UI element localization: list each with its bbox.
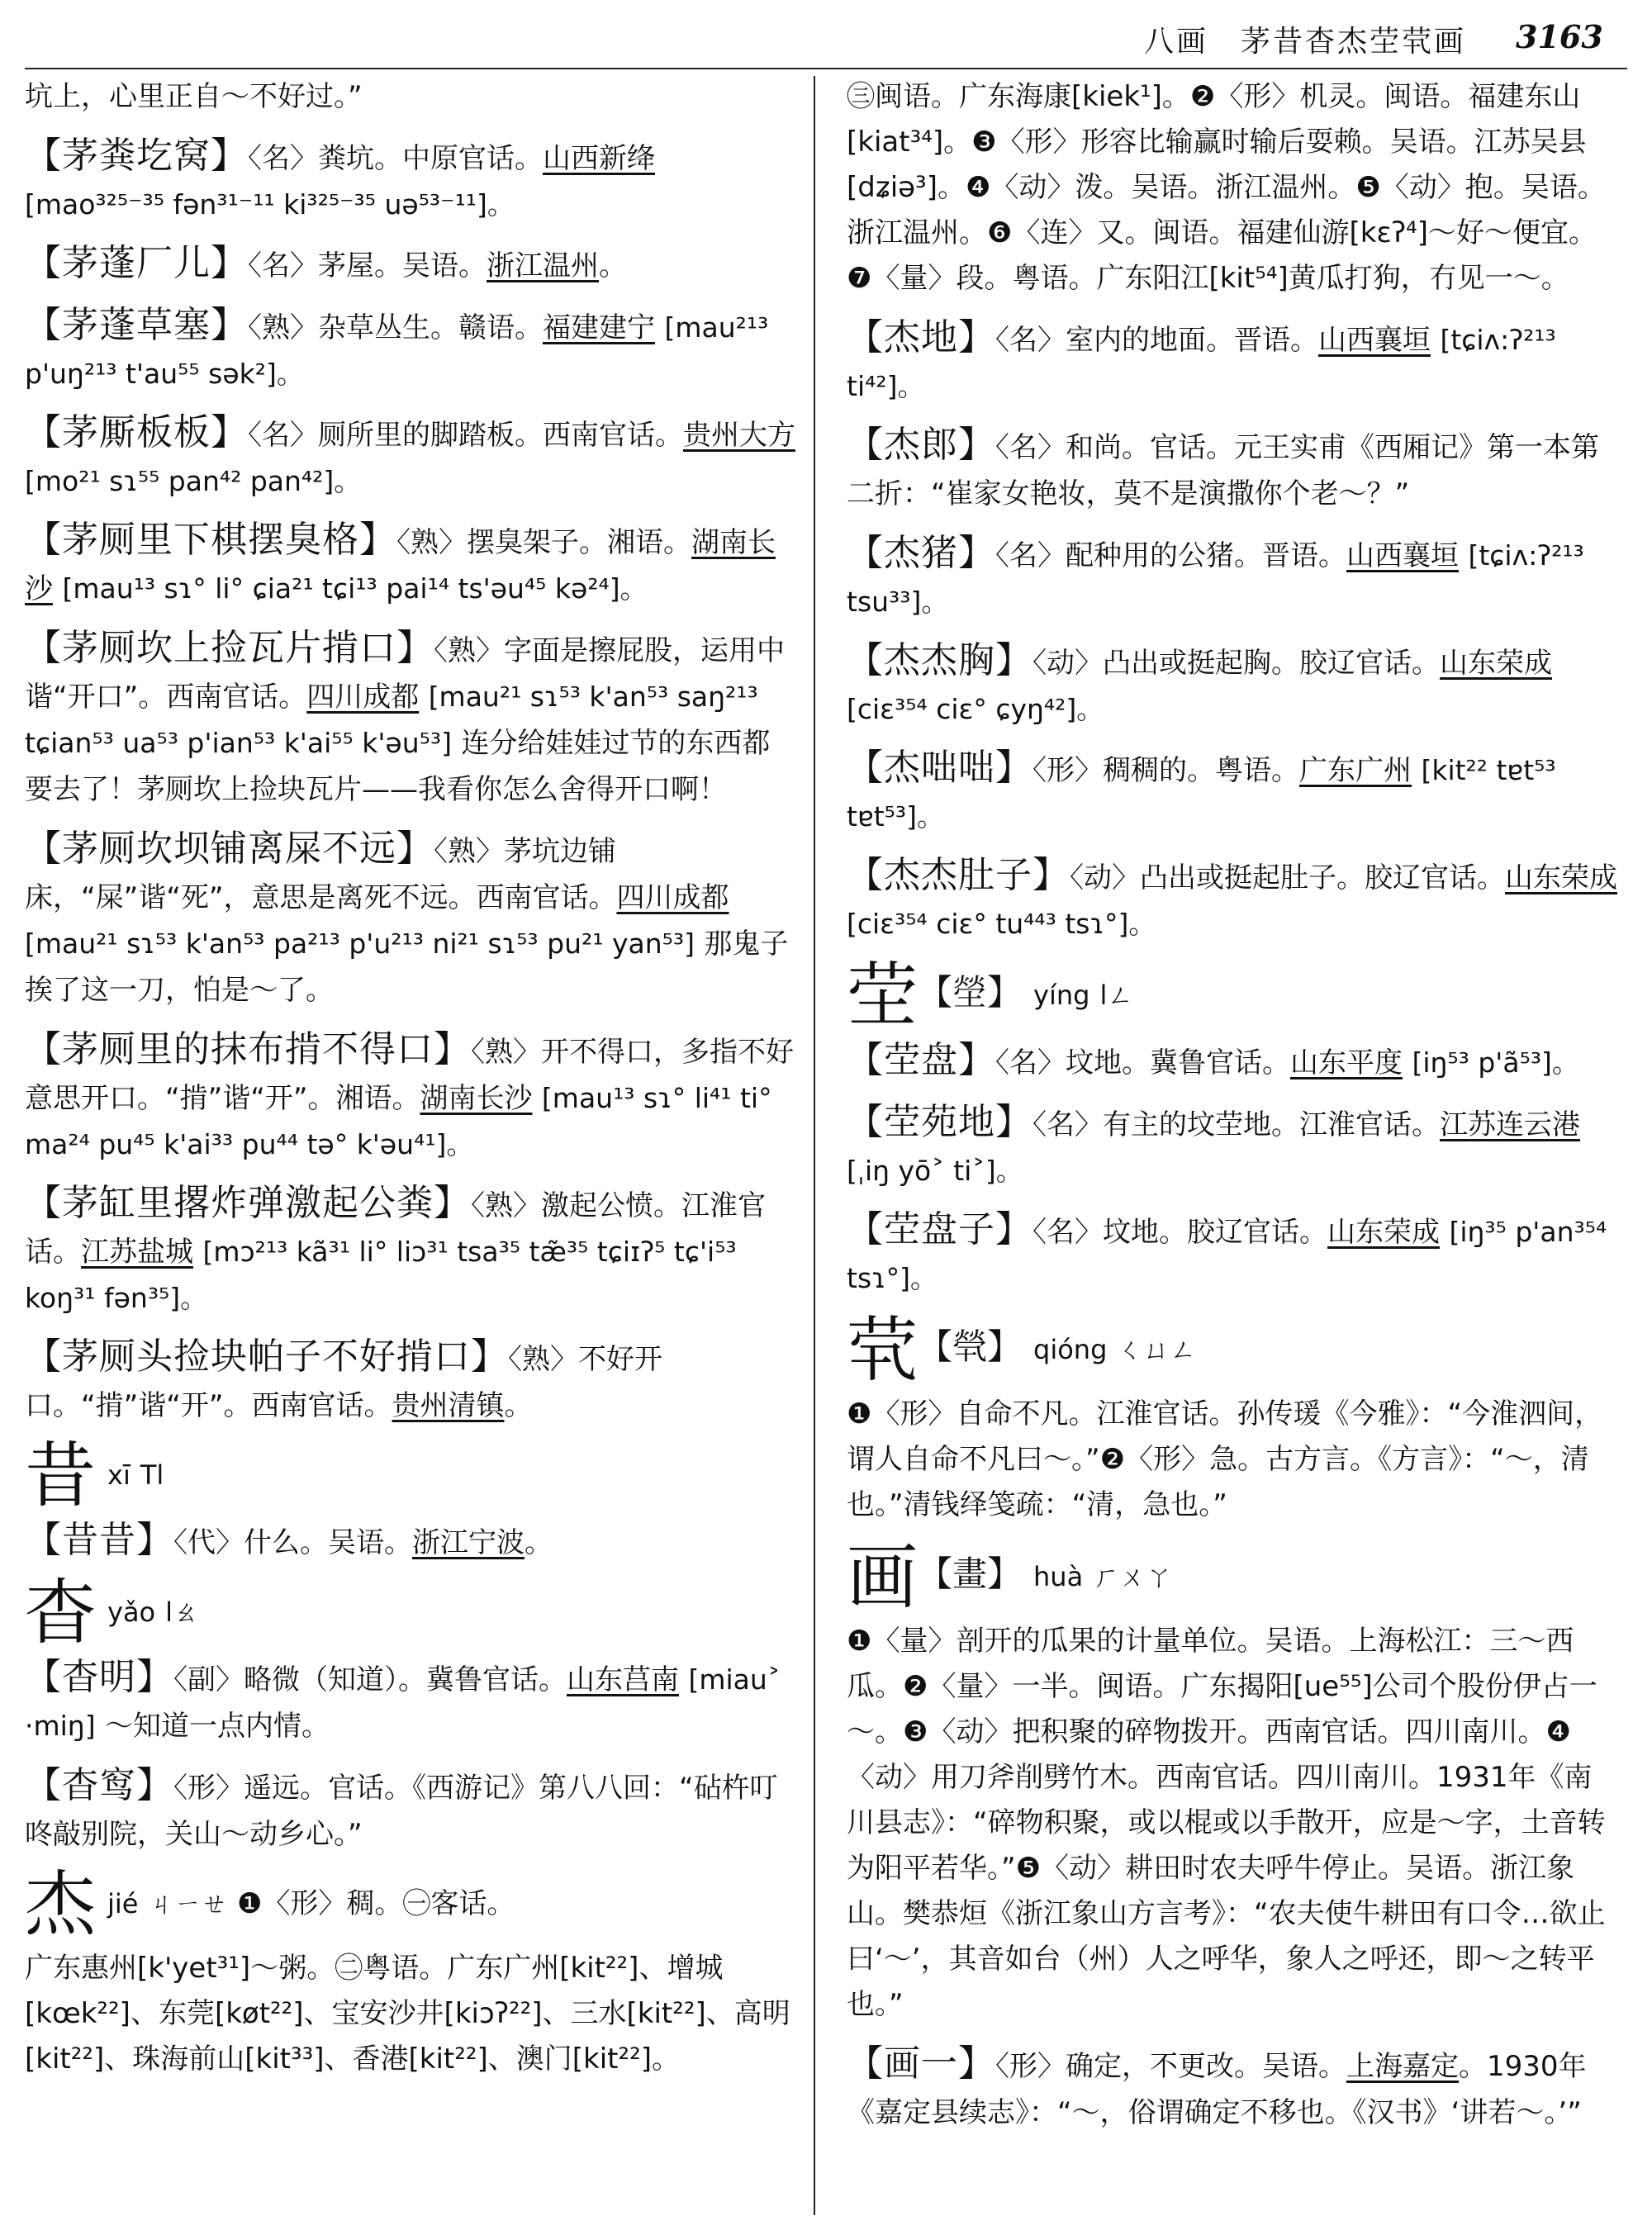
entry-headword: 【茅缸里撂炸弹激起公粪】 <box>25 1182 471 1224</box>
section-title: 八画 茅昔杳杰茔茕画 <box>1144 25 1467 59</box>
entry-headword: 【茅厕里下棋摆臭格】 <box>25 519 396 561</box>
head-pinyin: yíng <box>1033 980 1090 1011</box>
entry-definition: 〈动〉凸出或挺起胸。胶辽官话。 <box>1032 647 1440 680</box>
character-heading <box>847 955 1619 1037</box>
head-zhuyin: Tl <box>140 1459 164 1491</box>
entry-headword: 【杰郎】 <box>847 424 995 466</box>
character-heading <box>847 1309 1619 1392</box>
dictionary-entry <box>847 638 1619 732</box>
entry-headword: 【茔盘子】 <box>847 1208 1032 1250</box>
entry-headword: 【杰咄咄】 <box>847 747 1032 789</box>
dictionary-entry <box>847 2041 1619 2136</box>
place-name: 江苏连云港 <box>1440 1108 1580 1141</box>
entry-headword: 【茅厕头捡块帕子不好掯口】 <box>25 1336 508 1378</box>
head-zhuyin: ㄐㄧㄝ <box>148 1888 228 1919</box>
entry-pronunciation: [iŋ³⁵ p'an³⁵⁴ tsɿ°]。 <box>847 1216 1607 1294</box>
head-character: 茔 <box>847 955 918 1037</box>
place-name: 贵州大方 <box>683 419 795 452</box>
continued-text: 坑上，心里正自～不好过。” <box>25 80 363 113</box>
head-pinyin: xī <box>107 1459 131 1491</box>
dictionary-entry <box>25 302 797 396</box>
entry-definition: 〈名〉和尚。官话。元王实甫《西厢记》第一本第二折：“崔家女艳妆，莫不是演撒你个老～？” <box>847 431 1599 510</box>
dictionary-entry <box>847 1037 1619 1086</box>
entry-definition: 〈熟〉激起公愤。江淮官话。 <box>25 1189 766 1269</box>
entry-example: 那鬼子挨了这一刀，怕是～了。 <box>25 928 789 1007</box>
entry-headword: 【茅蓬草塞】 <box>25 304 248 346</box>
head-character: 画 <box>847 1536 918 1619</box>
continued-text: ㊂闽语。广东海康[kiek¹]。❷〈形〉机灵。闽语。福建东山[kiat³⁴]。❸〈形〉形容比输赢时输后耍赖。吴语。江苏吴县[dʑiə³]。❹〈动〉泼。吴语。浙江温州。❺〈动〉抱。吴语。浙江温州。❻〈连〉又。闽语。福建仙游[kɛʔ⁴]～好～便宜。❼〈量〉段。粤语。广东阳江[kit⁵⁴]黄瓜打狗，冇见一～。 <box>847 80 1606 295</box>
left-column <box>25 74 797 2222</box>
dictionary-entry <box>847 530 1619 624</box>
entry-pronunciation: [ˌiŋ yō˃ ti˃]。 <box>847 1155 1023 1187</box>
entry-pronunciation: [mau²¹ sɿ⁵³ k'an⁵³ saŋ²¹³ tɕian⁵³ ua⁵³ p'ian⁵³ k'ai⁵⁵ k'əu⁵³] <box>25 681 758 759</box>
entry-pronunciation: [tɕiʌ:ʔ²¹³ tsu³³]。 <box>847 539 1584 618</box>
dictionary-entry <box>25 826 797 1013</box>
dictionary-entry <box>25 133 797 227</box>
dictionary-entry <box>25 410 797 504</box>
entry-definition: 〈熟〉杂草丛生。赣语。 <box>248 311 543 344</box>
head-character: 昔 <box>25 1435 96 1517</box>
entry-headword: 【杰杰肚子】 <box>847 854 1070 896</box>
entry-pronunciation: [miau˃ ·miŋ] <box>25 1663 781 1742</box>
entry-headword: 【杳窎】 <box>25 1764 173 1806</box>
entry-pronunciation: [mau²¹³ p'uŋ²¹³ t'au⁵⁵ sək²]。 <box>25 311 769 390</box>
dictionary-entry <box>25 625 797 813</box>
entry-pronunciation: [mau¹³ sɿ° li⁴¹ ti° ma²⁴ pu⁴⁵ k'ai³³ pu⁴⁴ tə° k'əu⁴¹]。 <box>25 1082 772 1160</box>
traditional-form: 【塋】 <box>918 972 1023 1013</box>
entry-end: 。 <box>504 1389 533 1422</box>
place-name: 四川成都 <box>616 881 729 914</box>
column-divider <box>814 76 815 2215</box>
entry-headword: 【茅蓬厂儿】 <box>25 242 248 284</box>
place-name: 湖南长沙 <box>25 526 776 605</box>
character-definition: ❶〈形〉稠。㊀客话。 <box>236 1887 515 1920</box>
dictionary-entry <box>847 315 1619 409</box>
character-definition-cont: 广东惠州[k'yet³¹]～粥。㊁粤语。广东广州[kit²²]、增城[kœk²²]、东莞[køt²²]、宝安沙井[kiɔʔ²²]、三水[kit²²]、高明[kit²²]、珠海前山[kit³³]、香港[kit²²]、澳门[kit²²]。 <box>25 1952 790 2076</box>
place-name: 福建建宁 <box>543 311 655 344</box>
traditional-form: 【畫】 <box>918 1554 1023 1594</box>
entry-pronunciation: [mɔ²¹³ kã³¹ li° liɔ³¹ tsa³⁵ tæ̃³⁵ tɕiɪʔ⁵ tɕ'i⁵³ koŋ³¹ fən³⁵]。 <box>25 1236 737 1314</box>
entry-definition: 〈名〉茅屋。吴语。 <box>248 249 487 282</box>
head-zhuyin: lㄥ <box>1099 980 1134 1011</box>
entry-example: 连分给娃娃过节的东西都要去了！茅厕坎上捡块瓦片——我看你怎么舍得开口啊！ <box>25 727 771 806</box>
entry-headword: 【茅厕坎上捡瓦片掯口】 <box>25 627 434 669</box>
place-name: 贵州清镇 <box>392 1389 505 1422</box>
entry-definition: 〈名〉粪坑。中原官话。 <box>248 142 543 175</box>
dictionary-entry <box>25 1517 797 1566</box>
entry-definition: 〈名〉坟地。胶辽官话。 <box>1032 1216 1327 1249</box>
dictionary-entry <box>25 1334 797 1429</box>
entry-headword: 【茔盘】 <box>847 1039 995 1081</box>
entry-headword: 【画一】 <box>847 2043 995 2085</box>
dictionary-entry <box>25 1180 797 1321</box>
entry-example: ～知道一点内情。 <box>105 1710 330 1743</box>
traditional-form: 【煢】 <box>918 1326 1023 1367</box>
entry-definition: 〈形〉遥远。官话。《西游记》第八八回：“砧杵叮咚敲别院，关山～动乡心。” <box>25 1772 778 1851</box>
place-name: 山东荣成 <box>1505 861 1617 894</box>
entry-definition: 〈熟〉字面是擦屁股，运用中谐“开口”。西南官话。 <box>25 634 785 714</box>
place-name: 山西襄垣 <box>1318 324 1431 357</box>
entry-definition: 〈名〉厕所里的脚踏板。西南官话。 <box>248 419 683 452</box>
entry-pronunciation: [ciɛ³⁵⁴ ciɛ° ɕyŋ⁴²]。 <box>847 693 1104 725</box>
dictionary-entry <box>847 1207 1619 1301</box>
entry-pronunciation: [ciɛ³⁵⁴ ciɛ° tu⁴⁴³ tsɿ°]。 <box>847 908 1156 940</box>
header-divider <box>25 68 1627 69</box>
entry-pronunciation: [kit²² tɐt⁵³ tɐt⁵³]。 <box>847 754 1556 833</box>
entry-definition: 〈名〉有主的坟茔地。江淮官话。 <box>1032 1108 1440 1141</box>
right-column <box>847 74 1619 2222</box>
head-zhuyin: ㄑㄩㄥ <box>1117 1334 1197 1365</box>
place-name: 山东平度 <box>1290 1046 1403 1079</box>
entry-definition: 〈形〉确定，不更改。吴语。 <box>995 2050 1346 2083</box>
place-name: 山东荣成 <box>1327 1216 1440 1249</box>
entry-headword: 【茅厮板板】 <box>25 411 248 453</box>
entry-pronunciation: [tɕiʌ:ʔ²¹³ ti⁴²]。 <box>847 324 1556 402</box>
character-heading <box>25 1572 797 1654</box>
entry-pronunciation: [mau¹³ sɿ° li° ɕia²¹ tɕi¹³ pai¹⁴ ts'əu⁴⁵ kə²⁴]。 <box>62 572 648 605</box>
entry-headword: 【杰猪】 <box>847 532 995 574</box>
entry-example: 。1930年《嘉定县续志》：“～，俗谓确定不移也。《汉书》‘讲若～。’” <box>847 2050 1587 2129</box>
entry-pronunciation: [mo²¹ sɿ⁵⁵ pan⁴² pan⁴²]。 <box>25 465 362 497</box>
head-pinyin: huà <box>1033 1561 1084 1592</box>
place-name: 江苏盐城 <box>81 1236 193 1269</box>
dictionary-entry <box>25 517 797 612</box>
dictionary-entry <box>25 1027 797 1167</box>
dictionary-entry <box>847 852 1619 947</box>
dictionary-entry <box>847 1099 1619 1193</box>
head-character: 杰 <box>25 1863 96 1946</box>
head-pinyin: qióng <box>1033 1334 1108 1365</box>
character-heading <box>847 1536 1619 1619</box>
dictionary-entry <box>25 240 797 289</box>
entry-pronunciation: [iŋ⁵³ p'ã⁵³]。 <box>1412 1046 1579 1079</box>
entry-headword: 【杰杰胸】 <box>847 639 1032 681</box>
entry-end: 。 <box>599 249 627 282</box>
place-name: 山西新绛 <box>543 142 655 175</box>
place-name: 山东荣成 <box>1440 647 1552 680</box>
entry-headword: 【昔昔】 <box>25 1519 173 1561</box>
entry-definition: 〈副〉略微（知道）。冀鲁官话。 <box>173 1663 567 1696</box>
entry-definition: 〈代〉什么。吴语。 <box>173 1526 412 1559</box>
entry-definition: 〈名〉配种用的公猪。晋语。 <box>995 539 1346 572</box>
place-name: 山西襄垣 <box>1346 539 1459 572</box>
place-name: 山东莒南 <box>567 1663 679 1696</box>
entry-definition: 〈熟〉开不得口，多指不好意思开口。“掯”谐“开”。湘语。 <box>25 1036 794 1115</box>
place-name: 浙江温州 <box>487 249 599 282</box>
character-heading <box>25 1863 797 1946</box>
head-zhuyin: lㄠ <box>165 1597 200 1628</box>
entry-definition: 〈熟〉茅坑边铺床，“屎”谐“死”，意思是离死不远。西南官话。 <box>25 835 617 914</box>
place-name: 广东广州 <box>1299 754 1412 787</box>
entry-definition: 〈形〉稠稠的。粤语。 <box>1032 754 1299 787</box>
entry-headword: 【茅厕坎坝铺离屎不远】 <box>25 828 434 870</box>
dictionary-entry <box>847 422 1619 517</box>
place-name: 上海嘉定 <box>1346 2050 1459 2083</box>
entry-definition: 〈熟〉不好开口。“掯”谐“开”。西南官话。 <box>25 1343 662 1422</box>
entry-pronunciation: [mau²¹ sɿ⁵³ k'an⁵³ pa²¹³ p'u²¹³ ni²¹ sɿ⁵³ pu²¹ yan⁵³] <box>25 928 695 960</box>
entry-definition: 〈动〉凸出或挺起肚子。胶辽官话。 <box>1070 861 1505 894</box>
entry-headword: 【茅厕里的抹布掯不得口】 <box>25 1028 471 1070</box>
dictionary-entry <box>25 1763 797 1858</box>
entry-headword: 【茅粪圪窝】 <box>25 135 248 177</box>
head-character: 杳 <box>25 1572 96 1654</box>
page-header <box>0 0 1652 59</box>
head-pinyin: yǎo <box>107 1597 156 1628</box>
entry-definition: 〈名〉室内的地面。晋语。 <box>995 324 1318 357</box>
entry-end: 。 <box>525 1526 553 1559</box>
entry-headword: 【茔苑地】 <box>847 1101 1032 1143</box>
head-zhuyin: ㄏㄨㄚ <box>1093 1561 1173 1592</box>
character-heading <box>25 1435 797 1517</box>
page-number: 3163 <box>1516 18 1603 55</box>
entry-definition: 〈名〉坟地。冀鲁官话。 <box>995 1046 1290 1079</box>
dictionary-entry <box>847 745 1619 839</box>
entry-headword: 【杳明】 <box>25 1656 173 1698</box>
character-definition: ❶〈形〉自命不凡。江淮官话。孙传瑗《今雅》：“今淮泗间，谓人自命不凡曰～。”❷〈形〉急。古方言。《方言》：“～，清也。”清钱绎笺疏：“清，急也。” <box>847 1397 1603 1521</box>
entry-headword: 【杰地】 <box>847 316 995 358</box>
dictionary-entry <box>25 1654 797 1749</box>
entry-pronunciation: [mao³²⁵⁻³⁵ fən³¹⁻¹¹ ki³²⁵⁻³⁵ uə⁵³⁻¹¹]。 <box>25 188 515 221</box>
head-pinyin: jié <box>107 1888 139 1919</box>
entry-definition: 〈熟〉摆臭架子。湘语。 <box>396 526 691 559</box>
place-name: 浙江宁波 <box>412 1526 525 1559</box>
head-character: 茕 <box>847 1309 918 1392</box>
place-name: 湖南长沙 <box>420 1082 533 1115</box>
character-definition: ❶〈量〉剖开的瓜果的计量单位。吴语。上海松江：三～西瓜。❷〈量〉一半。闽语。广东揭阳[ue⁵⁵]公司个股份伊占一～。❸〈动〉把积聚的碎物拨开。西南官话。四川南川。❹〈动〉用刀斧削劈竹木。西南官话。四川南川。1931年《南川县志》：“碎物积聚，或以棍或以手散开，应是～字，土音转为阳平若华。”❺〈动〉耕田时农夫呼牛停止。吴语。浙江象山。樊恭烜《浙江象山方言考》：“农夫使牛耕田有口令…欲止曰‘～’，其音如台（州）人之呼华，象人之呼还，即～之转平也。” <box>847 1625 1606 2021</box>
place-name: 四川成都 <box>306 681 420 714</box>
